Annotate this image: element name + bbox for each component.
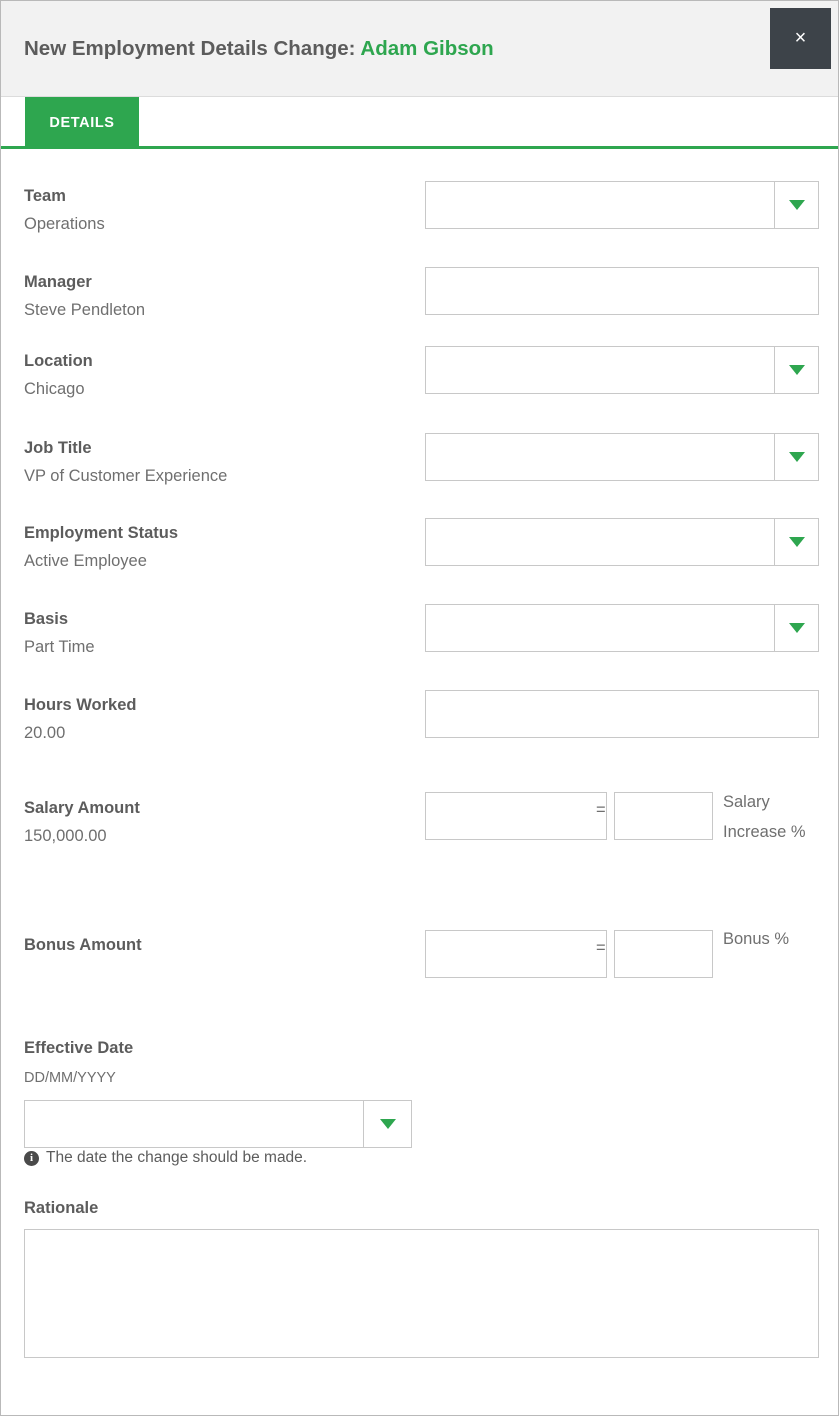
hours-worked-label-block (24, 694, 414, 746)
effective-date-help (24, 1149, 307, 1167)
tab-bar (1, 97, 838, 149)
employment-status-current-value: Active Employee (24, 552, 147, 570)
salary-amount-input[interactable] (425, 792, 607, 840)
location-select[interactable] (425, 346, 819, 394)
basis-label: Basis (24, 610, 69, 628)
location-current-value: Chicago (24, 380, 85, 398)
salary-percent-label: Salary Increase % (723, 793, 806, 841)
bonus-label-block (24, 934, 414, 956)
salary-equals-sign: = (596, 801, 606, 819)
calendar-dropdown-icon[interactable] (363, 1101, 411, 1147)
effective-date-format-hint: DD/MM/YYYY (24, 1070, 116, 1086)
employment-status-label-block (24, 522, 414, 574)
info-icon: i (24, 1151, 39, 1166)
manager-current-value: Steve Pendleton (24, 301, 146, 319)
employment-status-select[interactable] (425, 518, 819, 566)
employment-status-label: Employment Status (24, 524, 179, 542)
manager-input[interactable] (425, 267, 819, 315)
bonus-amount-label: Bonus Amount (24, 936, 142, 954)
page-title (24, 37, 494, 61)
salary-amount-label: Salary Amount (24, 799, 140, 817)
manager-label-block (24, 271, 414, 323)
chevron-down-icon[interactable] (774, 434, 818, 480)
modal-header (1, 1, 838, 97)
chevron-down-icon[interactable] (774, 519, 818, 565)
salary-label-block (24, 797, 414, 849)
location-label: Location (24, 352, 93, 370)
basis-label-block (24, 608, 414, 660)
chevron-down-icon[interactable] (774, 182, 818, 228)
salary-current-value: 150,000.00 (24, 827, 107, 845)
hours-worked-input[interactable] (425, 690, 819, 738)
tab-details[interactable]: DETAILS (25, 97, 139, 149)
bonus-percent-input[interactable] (614, 930, 713, 978)
basis-select[interactable] (425, 604, 819, 652)
team-current-value: Operations (24, 215, 105, 233)
rationale-label: Rationale (24, 1199, 99, 1217)
hours-worked-label: Hours Worked (24, 696, 137, 714)
hours-worked-current-value: 20.00 (24, 724, 66, 742)
team-label-block (24, 185, 414, 237)
job-title-select[interactable] (425, 433, 819, 481)
close-icon[interactable]: × (770, 8, 831, 69)
chevron-down-icon[interactable] (774, 605, 818, 651)
bonus-equals-sign: = (596, 939, 606, 957)
manager-label: Manager (24, 273, 92, 291)
effective-date-input[interactable] (24, 1100, 412, 1148)
team-select[interactable] (425, 181, 819, 229)
bonus-percent-label: Bonus % (723, 930, 790, 948)
basis-current-value: Part Time (24, 638, 95, 656)
salary-percent-input[interactable] (614, 792, 713, 840)
employee-name: Adam Gibson (360, 37, 494, 60)
effective-date-help-text: The date the change should be made. (46, 1149, 308, 1166)
modal-title-prefix: New Employment Details Change: (24, 37, 361, 60)
job-title-label: Job Title (24, 439, 92, 457)
location-label-block (24, 350, 414, 402)
rationale-textarea[interactable] (24, 1229, 819, 1358)
team-label: Team (24, 187, 66, 205)
bonus-amount-input[interactable] (425, 930, 607, 978)
effective-date-label: Effective Date (24, 1039, 134, 1057)
job-title-current-value: VP of Customer Experience (24, 467, 228, 485)
chevron-down-icon[interactable] (774, 347, 818, 393)
job-title-label-block (24, 437, 414, 489)
